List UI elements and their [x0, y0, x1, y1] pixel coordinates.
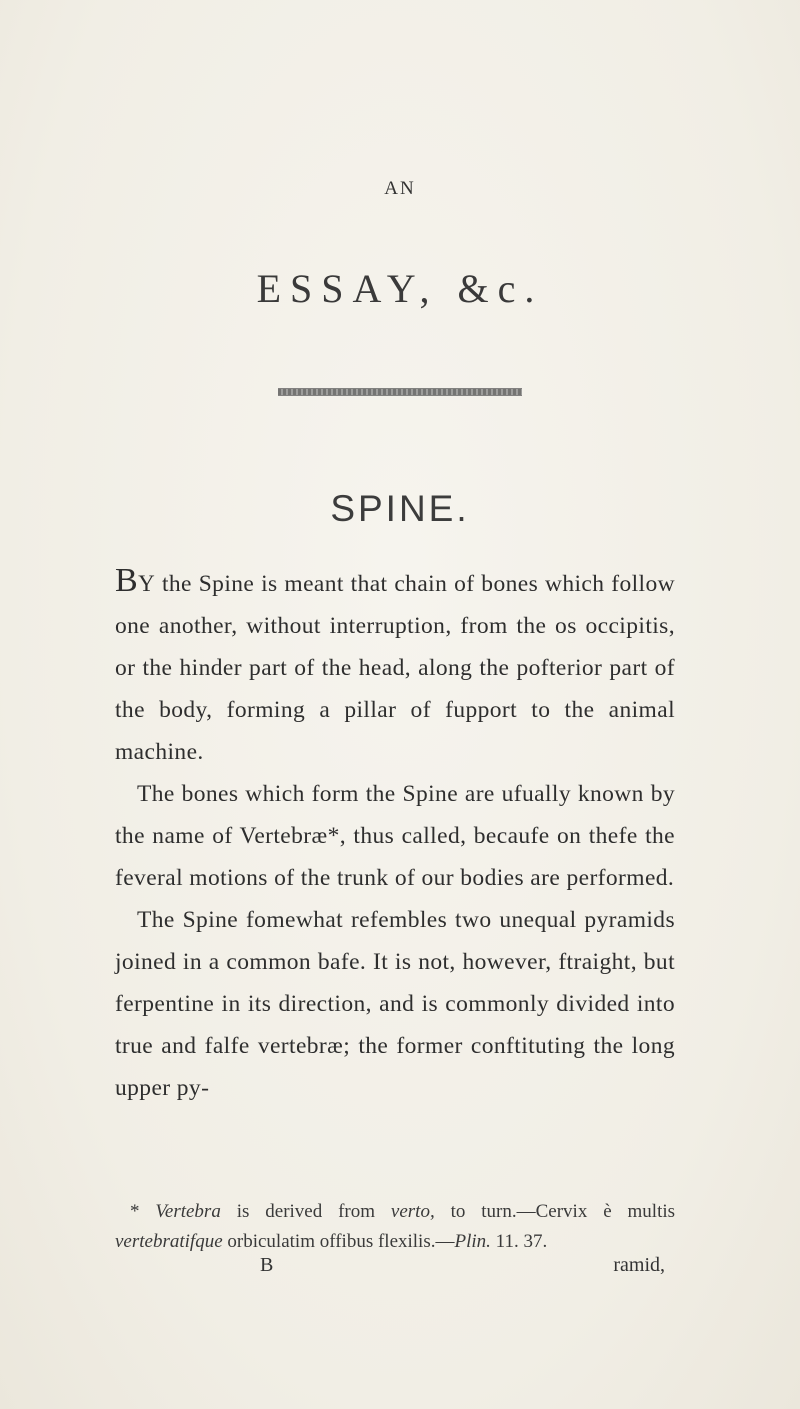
signature-mark: B: [260, 1254, 274, 1276]
paragraph-1-text: the Spine is meant that chain of bones which follow one another, without interruption, from the os occipitis, or the hinder part of the head, along the pofterior part of the body, forming a pillar of fupport to the animal machine.: [115, 571, 675, 765]
footnote: [115, 1197, 675, 1257]
footnote-term: Vertebra: [155, 1201, 221, 1222]
footnote-reference: 11. 37.: [490, 1231, 548, 1252]
footnote-marker: *: [130, 1201, 140, 1222]
paragraph-3: The Spine fomewhat refembles two unequal pyramids joined in a common bafe. It is not, however, ftraight, but ferpentine in its direction, and is commonly divided into true and falfe vertebræ; the former conftituting the long upper py-: [115, 907, 675, 1101]
footnote-latin: vertebratifque: [115, 1231, 223, 1252]
footnote-text-2: to turn.—Cervix è multis: [434, 1201, 676, 1222]
drop-cap: B: [115, 562, 139, 599]
paragraph-2: The bones which form the Spine are ufually known by the name of Vertebræ*, thus called, becaufe on thefe the feveral motions of the trunk of our bodies are performed.: [115, 781, 675, 891]
footnote-etymology: verto,: [390, 1201, 435, 1222]
paragraph-1: [115, 563, 675, 773]
body-text: [115, 563, 675, 1109]
drop-cap-lead: Y: [138, 571, 156, 596]
section-heading: SPINE.: [330, 488, 470, 529]
footnote-text-1: is derived from: [220, 1201, 391, 1222]
footnote-text-3: orbiculatim offibus flexilis.—: [222, 1231, 455, 1252]
title-kicker: AN: [384, 178, 416, 199]
page-title: ESSAY, &c.: [256, 266, 544, 311]
catchword: ramid,: [613, 1254, 665, 1276]
ornamental-rule: [278, 388, 522, 396]
footnote-source: Plin.: [454, 1231, 491, 1252]
